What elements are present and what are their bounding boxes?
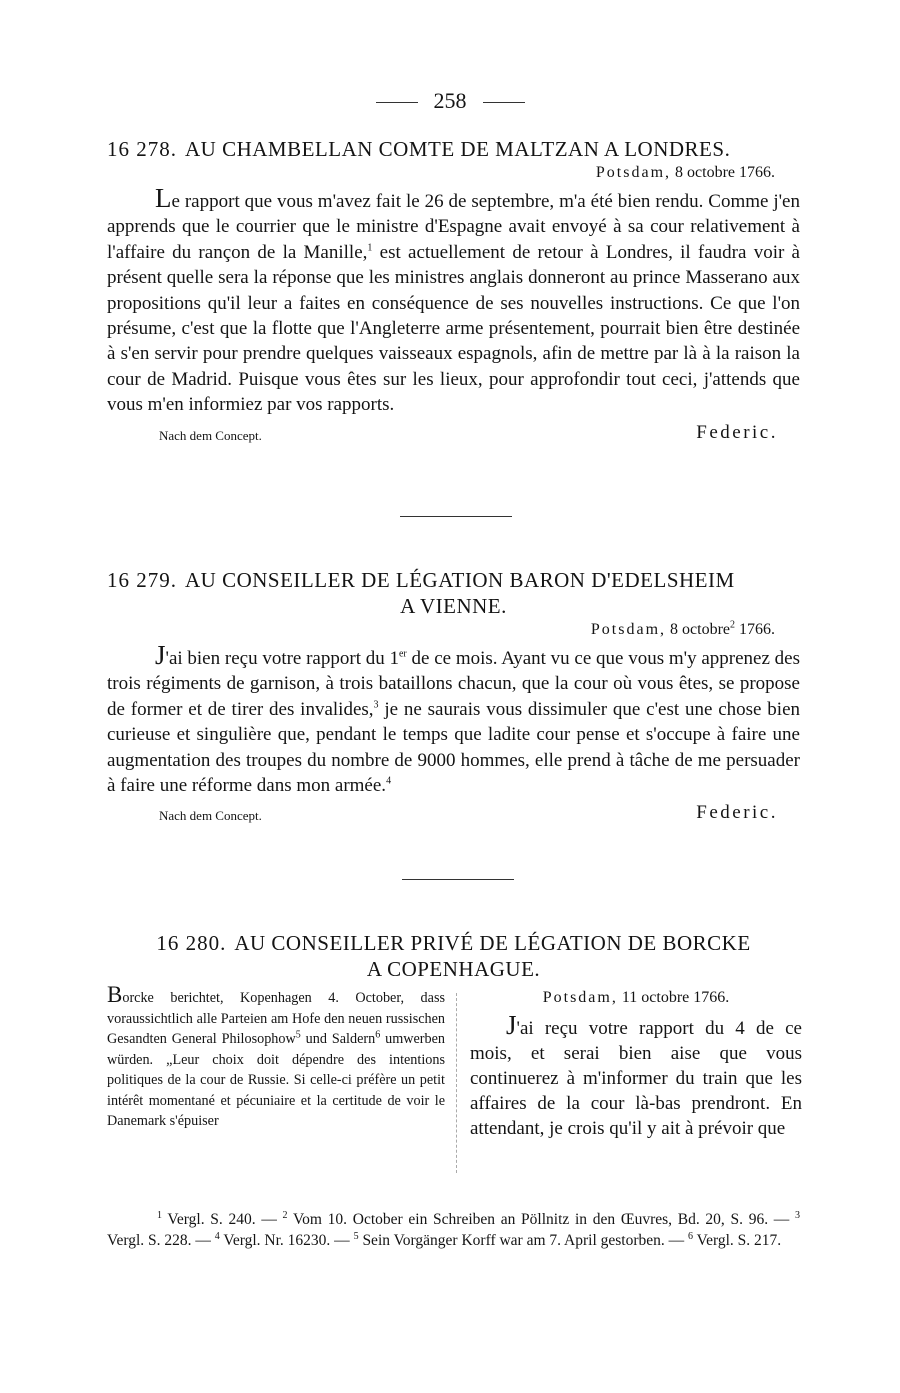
letter-body: J'ai bien reçu votre rapport du 1er de ce mois. Ayant vu ce que vous m'y apprenez des trois régiments de garnison, à trois bataillons chacun, que la cour où vous êtes, se propose de former et de tirer des invalides,$^3$ je ne saurais vous dissimuler que c'est une chose bien curieuse et singulière que, pendant le temps que ladite cour pense et s'occupe à faire une augmentation des troupes du nombre de 9000 hommes, elle prend à tâche de me persuader à faire une réforme dans mon armée.$^4$ [107,640,801,797]
summary-column: Borcke berichtet, Kopenhagen 4. October, dass voraussichtlich alle Parteien am Hofe den neuen russischen Gesandten General Philosophow$^5$ und Saldern$^6$ umwerben würden. „Leur choix doit dépendre des intentions politiques de la cour de Russie. Si celle-ci préfère un petit intérêt momentané et pécuniaire et la certitude de voir le Danemark s'épuiser [107,982,446,1129]
letter-recipient-city: A COPENHAGUE. [366,957,541,981]
letter-recipient: AU CONSEILLER DE LÉGATION BARON D'EDELSHEIM [185,568,735,592]
letter-column: Potsdam, 11 octobre 1766. J'ai reçu votre rapport du 4 de ce mois, et serai bien aise que vous continuerez à m'informer du train que les affaires de la cour là-bas prendront. En attendant, je crois qu'il y ait à prévoir que [470,985,802,1141]
letter-16278 [107,136,800,448]
separator-rule [402,879,514,880]
page-number-dash-right [483,102,525,103]
footnote-ref: 2 [730,619,735,631]
letter-recipient-city: A VIENNE. [400,594,507,618]
initial-letter: L [155,183,172,213]
letter-16280 [107,930,800,982]
letter-dateline: Potsdam, 8 octobre 1766. [595,164,775,181]
letter-heading [107,136,800,162]
signature: Federic. [696,802,778,824]
letter-recipient: AU CHAMBELLAN COMTE DE MALTZAN A LONDRES. [185,137,731,161]
source-note: Nach dem Concept. [159,427,262,443]
source-note: Nach dem Concept. [159,808,262,824]
letter-16279 [107,567,800,828]
footnote-ref: 5 [295,1029,301,1041]
letter-body: Le rapport que vous m'avez fait le 26 de septembre, m'a été bien rendu. Comme j'en apprends que le courrier que le ministre d'Espagne avait envoyé à sa cour relativement à l'affaire du rançon de la Manille,$^1$ est actuellement de retour à Londres, il faudra voir à présent quelle sera la réponse que les ministres anglais donneront au prince Masserano aux propositions qu'il leur a faites en conséquence de ses nouvelles instructions. Ce que l'on présume, c'est que la flotte que l'Angleterre arme présentement, pourrait bien être destinée à s'en servir pour prendre quelques vaisseaux espagnols, afin de mettre par là à la raison la cour de Madrid. Puisque vous êtes sur les lieux, pour approfondir tout ceci, j'attends que vous m'en informiez par vos rapports. [107,183,800,416]
two-column-section [107,982,802,1175]
letter-number: 16 280. [156,931,227,955]
footnote-ref: 6 [375,1029,381,1041]
footnote-ref: 4 [386,775,392,787]
letter-number: 16 278. [107,137,177,161]
initial-letter: J [506,1010,517,1040]
footnote-ref: 1 [367,242,373,254]
letter-dateline: Potsdam, 8 octobre$^2$ 1766. [590,619,775,638]
column-divider [456,993,457,1173]
letter-heading [107,930,800,982]
initial-letter: J [155,640,166,670]
signature-row [107,422,800,448]
initial-letter: B [107,982,123,1007]
letter-recipient: AU CONSEILLER PRIVÉ DE LÉGATION DE BORCKE [234,931,751,955]
signature: Federic. [696,421,778,443]
footnote-ref: 3 [373,699,379,711]
letter-heading [107,567,800,619]
separator-rule [400,516,512,517]
footnotes: $^1$ Vergl. S. 240. — $^2$ Vom 10. October ein Schreiben an Pöllnitz in den Œuvres, Bd. 20, S. 96. — $^3$ Vergl. S. 228. — $^4$ Vergl. Nr. 16230. — $^5$ Sein Vorgänger Korff war am 7. April gestorben. — $^6$ Vergl. S. 217. [107,1209,800,1249]
page-number-dash-left [376,102,418,103]
letter-number: 16 279. [107,568,177,592]
signature-row [107,802,800,828]
letter-dateline: Potsdam, 11 octobre 1766. [542,989,730,1006]
page-number: 258 [0,88,900,114]
